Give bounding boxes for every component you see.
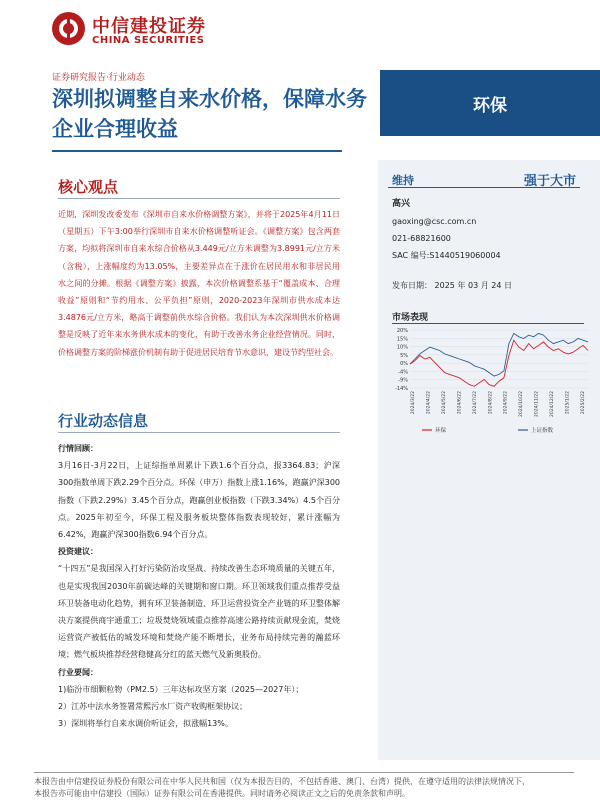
core-view-text: 近期，深圳发改委发布《深圳市自来水价格调整方案》，并将于2025年4月11日（星期五）下午3:00举行深圳市自来水价格调整听证会。《调整方案》包含两套方案，均拟将深圳市自来水综合价格从3.449元/立方米调整为3.8991元/立方米（含税），上涨幅度约为13.05%，主要差异点在于涨价在居民用水和非居民用水之间的分摊。根据《调整方案》披露，本次价格调整系基于“覆盖成本、合理收益”原则和“节约用水、公平负担”原则，2020-2023年深圳市供水成本达3.4876元/立方米，略高于调整前供水综合价格。我们认为本次深圳供水价格调整是反映了近年来水务供水成本的变化，有助于改善水务企业经营情况。同时，价格调整方案的阶梯涨价机制有助于促进居民培育节水意识，建设节约型社会。 [58, 210, 340, 357]
industry-body [58, 440, 340, 732]
y-tick-label: 10% [396, 344, 408, 351]
x-tick-label: 2024/5/22 [441, 391, 447, 415]
analyst-info [392, 196, 592, 264]
brand-name-en: CHINA SECURITIES [92, 35, 205, 46]
core-view-heading: 核心观点 [58, 178, 119, 196]
y-tick-label: 15% [396, 336, 408, 343]
industry-divider [58, 432, 340, 433]
y-tick-label: -4% [398, 369, 408, 376]
y-tick-label: 5% [400, 352, 408, 359]
market-divider [392, 323, 584, 324]
brand-name-cn: 中信建投证券 [92, 16, 206, 37]
rating-value: 强于大市 [523, 174, 576, 189]
logo-mark-icon [52, 12, 85, 45]
y-tick-label: -9% [398, 377, 408, 384]
disclaimer [34, 776, 574, 800]
advice-text: “十四五”是我国深入打好污染防治攻坚战、持续改善生态环境质量的关键五年，也是实现我国2030年前碳达峰的关键期和窗口期。环卫领域我们重点推荐受益环卫装备电动化趋势，拥有环卫装备制造、环卫运营投资全产业链的环卫整体解决方案提供商宇通重工；垃圾焚烧领域重点推荐高速公路持续贡献现金流，焚烧运营资产被低估的城发环境和焚烧产能不断增长，业务布局持续完善的瀚蓝环境；燃气板块推荐经营稳健高分红的蓝天燃气及新奥股份。 [58, 564, 340, 660]
market-performance-chart [388, 326, 592, 438]
y-tick-label: 0% [400, 361, 408, 368]
document-type: 证券研究报告·行业动态 [52, 73, 145, 83]
industry-heading: 行业动态信息 [58, 412, 149, 430]
title-divider [52, 150, 342, 152]
analyst-phone: 021-68821600 [392, 234, 451, 243]
brand-logo [52, 12, 222, 48]
publish-date: 发布日期： 2025 年 03 月 24 日 [392, 281, 512, 290]
core-view-divider [58, 198, 340, 199]
market-performance-title: 市场表现 [392, 313, 429, 323]
x-tick-label: 2024/9/22 [503, 391, 509, 415]
x-tick-label: 2024/8/22 [488, 391, 494, 415]
x-tick-label: 2024/3/22 [411, 391, 416, 415]
x-tick-label: 2024/10/22 [519, 391, 525, 417]
y-tick-label: -14% [395, 386, 408, 392]
x-tick-label: 2024/12/22 [550, 391, 556, 417]
report-title: 深圳拟调整自来水价格，保障水务企业合理收益 [52, 87, 367, 141]
footer-divider [34, 772, 574, 773]
news-item: 3）深圳将举行自来水调价听证会，拟涨幅13%。 [58, 719, 233, 729]
rating-label: 维持 [392, 174, 414, 187]
x-tick-label: 2025/2/22 [581, 391, 586, 415]
news-item: 1)临汾市细颗粒物（PM2.5）三年达标攻坚方案（2025—2027年）； [58, 684, 304, 694]
news-item: 2）江苏中法水务签署常熙污水厂资产收购框架协议； [58, 702, 248, 712]
x-tick-label: 2024/7/22 [472, 391, 478, 415]
analyst-sac: SAC 编号:S1440519060004 [392, 251, 501, 260]
x-tick-label: 2024/11/22 [534, 391, 540, 417]
legend-label: 上证指数 [531, 428, 554, 434]
rating-bar [388, 168, 580, 188]
x-tick-label: 2025/1/22 [565, 391, 571, 415]
review-text: 3月16日-3月22日，上证综指单周累计下跌1.6个百分点，报3364.83；沪深300指数单周下跌2.29个百分点。环保（申万）指数上涨1.16%，跑赢沪深300指数（下跌2.29%）3.45个百分点，跑赢创业板指数（下跌3.34%）4.5个百分点。2025年初至今，环保工程及服务板块整体指数表现较好，累计涨幅为6.42%，跑赢沪深300指数6.94个百分点。 [58, 461, 340, 540]
disclaimer-line: 本报告由中信建投证券股份有限公司在中华人民共和国（仅为本报告目的，不包括香港、澳门、台湾）提供，在遵守适用的法律法规情况下， [34, 777, 530, 786]
advice-label: 投资建议： [58, 547, 98, 557]
review-label: 行情回顾： [58, 444, 98, 453]
analyst-name: 高兴 [392, 199, 411, 209]
x-tick-label: 2024/6/22 [457, 391, 463, 415]
legend-label: 环保 [435, 428, 447, 434]
sector-badge: 环保 [380, 70, 600, 136]
y-tick-label: 20% [396, 328, 408, 334]
news-label: 行业要闻： [58, 667, 98, 677]
analyst-email[interactable]: gaoxing@csc.com.cn [392, 217, 477, 226]
disclaimer-line: 本报告亦可能由中信建投（国际）证券有限公司在香港提供。同时请务必阅读正文之后的免责条款和声明。 [34, 789, 410, 798]
x-tick-label: 2024/4/22 [426, 391, 432, 415]
